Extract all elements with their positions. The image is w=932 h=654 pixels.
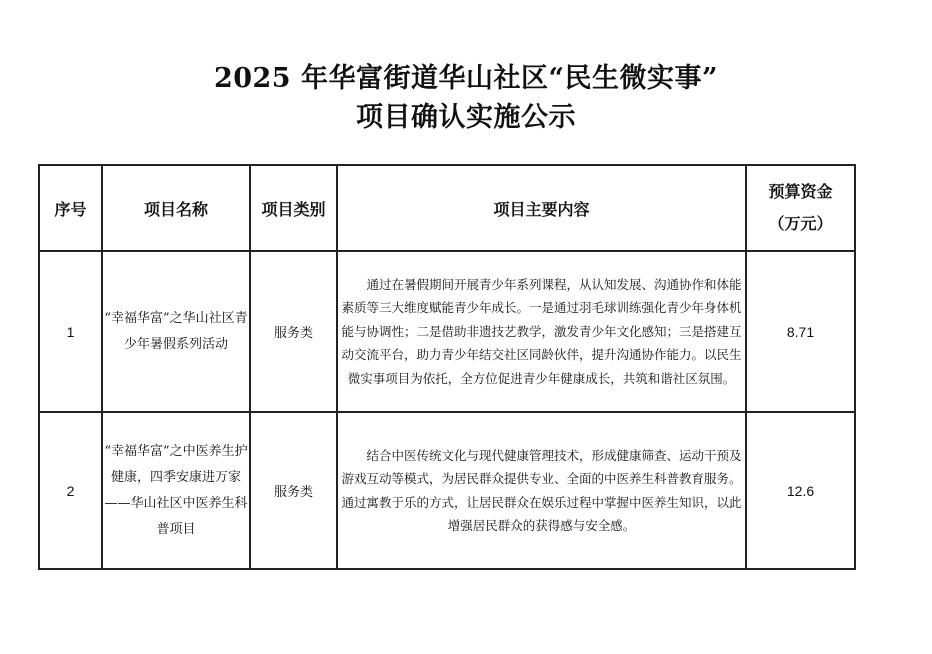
row-project-content: 结合中医传统文化与现代健康管理技术，形成健康筛查、运动干预及游戏互动等模式，为居民群众提供专业、全面的中医养生科普教育服务。通过寓教于乐的方式，让居民群众在娱乐过程中掌握中医养生知识，以此增强居民群众的获得感与安全感。 — [341, 447, 742, 533]
header-budget — [746, 165, 855, 251]
project-table — [38, 164, 856, 570]
row-project-category: 服务类 — [250, 251, 337, 412]
document-title-line-1: 2025 年华富街道华山社区“民生微实事” — [213, 63, 719, 94]
table-row — [39, 412, 855, 569]
table-row — [39, 251, 855, 412]
header-project-content: 项目主要内容 — [337, 165, 746, 251]
row-project-name: “幸福华富”之中医养生护健康，四季安康进万家——华山社区中医养生科普项目 — [102, 412, 250, 569]
header-project-name: 项目名称 — [102, 165, 250, 251]
header-index: 序号 — [39, 165, 102, 251]
row-budget: 12.6 — [746, 412, 855, 569]
header-budget-line-2: （万元） — [768, 214, 833, 233]
table-header-row — [39, 165, 855, 251]
row-project-category: 服务类 — [250, 412, 337, 569]
row-budget: 8.71 — [746, 251, 855, 412]
row-project-content-cell — [337, 412, 746, 569]
row-project-content: 通过在暑假期间开展青少年系列课程，从认知发展、沟通协作和体能素质等三大维度赋能青少年成长。一是通过羽毛球训练强化青少年身体机能与协调性；二是借助非遗技艺教学，激发青少年文化感知；三是搭建互动交流平台，助力青少年结交社区同龄伙伴，提升沟通协作能力。以民生微实事项目为依托，全方位促进青少年健康成长，共筑和谐社区氛围。 — [341, 276, 742, 386]
row-project-content-cell — [337, 251, 746, 412]
row-project-name: “幸福华富”之华山社区青少年暑假系列活动 — [102, 251, 250, 412]
header-budget-line-1: 预算资金 — [768, 182, 833, 201]
header-project-category: 项目类别 — [250, 165, 337, 251]
row-index: 1 — [39, 251, 102, 412]
document-title-line-2: 项目确认实施公示 — [356, 102, 576, 133]
row-index: 2 — [39, 412, 102, 569]
